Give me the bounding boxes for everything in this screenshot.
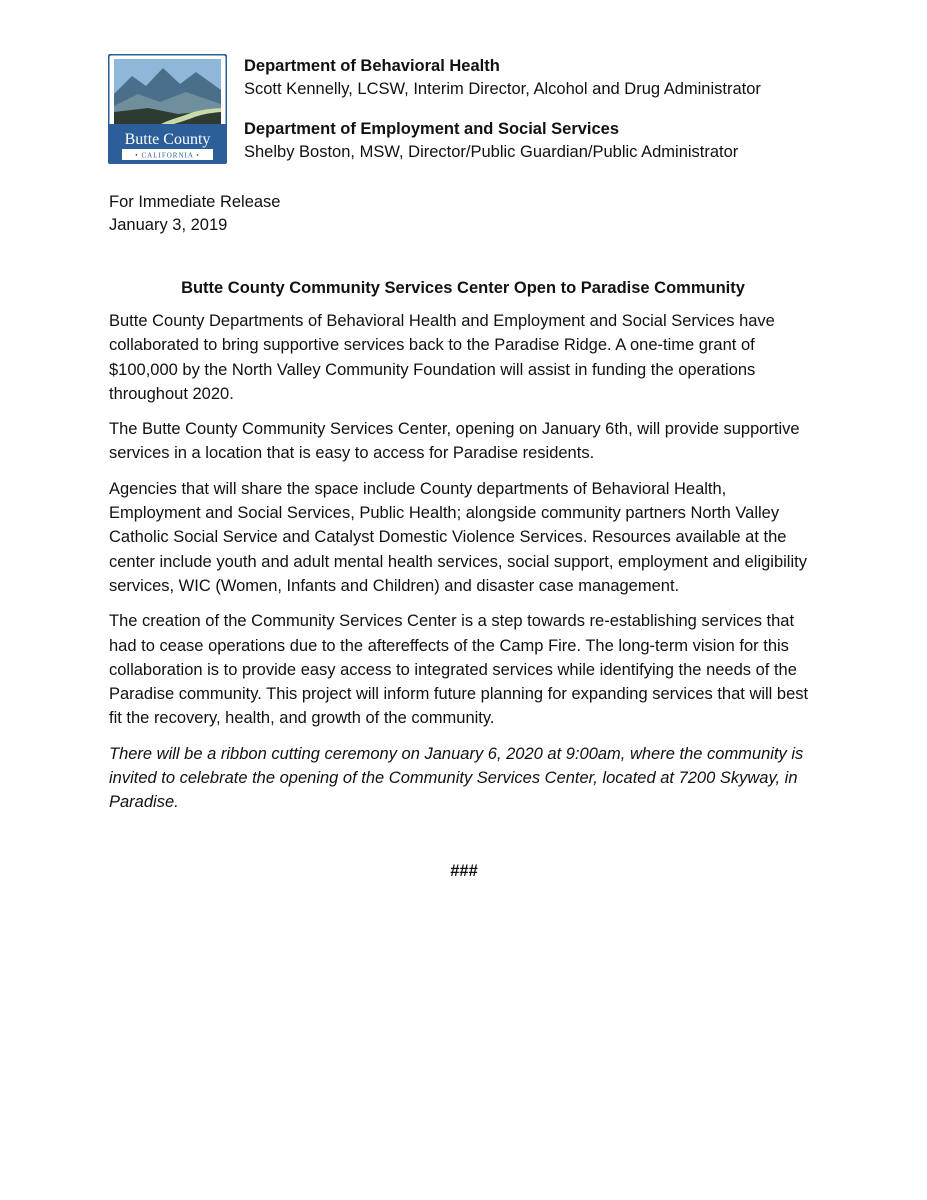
dept2-subtitle: Shelby Boston, MSW, Director/Public Guardian/Public Administrator <box>244 143 739 161</box>
paragraph: The Butte County Community Services Center, opening on January 6th, will provide supportive services in a location that is easy to access for Paradise residents. <box>109 420 800 463</box>
logo-state-name: • CALIFORNIA • <box>135 151 200 160</box>
dept-employment-social-services <box>244 118 738 164</box>
paragraph: Agencies that will share the space include County departments of Behavioral Health, Employment and Social Services, Public Health; alongside community partners North Valley Catholic Social Service and Catalyst Domestic Violence Services. Resources available at the center include youth and adult mental health services, social support, employment and eligibility services, WIC (Women, Infants and Children) and disaster case management. <box>109 479 807 595</box>
dept-behavioral-health <box>244 55 761 101</box>
paragraph: The creation of the Community Services Center is a step towards re-establishing services that had to cease operations due to the aftereffects of the Camp Fire. The long-term vision for this collaboration is to provide easy access to integrated services while identifying the needs of the Paradise community. This project will inform future planning for expanding services that will best fit the recovery, health, and growth of the community. <box>109 612 809 728</box>
dept2-title: Department of Employment and Social Services <box>244 120 620 138</box>
end-mark: ### <box>450 862 478 880</box>
dept1-title: Department of Behavioral Health <box>244 57 500 75</box>
dept1-subtitle: Scott Kennelly, LCSW, Interim Director, Alcohol and Drug Administrator <box>244 80 761 98</box>
release-date: January 3, 2019 <box>109 216 228 234</box>
release-info <box>109 191 281 237</box>
headline: Butte County Community Services Center Open to Paradise Community <box>181 279 745 297</box>
ceremony-paragraph: There will be a ribbon cutting ceremony on January 6, 2020 at 9:00am, where the community is invited to celebrate the opening of the Community Services Center, located at 7200 Skyway, in Paradise. <box>109 744 804 812</box>
logo-county-name: Butte County <box>124 131 211 148</box>
release-label: For Immediate Release <box>109 193 281 211</box>
article-body <box>109 309 819 826</box>
paragraph: Butte County Departments of Behavioral Health and Employment and Social Services have collaborated to bring supportive services back to the Paradise Ridge. A one-time grant of $100,000 by the North Valley Community Foundation will assist in funding the operations throughout 2020. <box>109 312 775 403</box>
butte-county-logo <box>108 54 227 164</box>
